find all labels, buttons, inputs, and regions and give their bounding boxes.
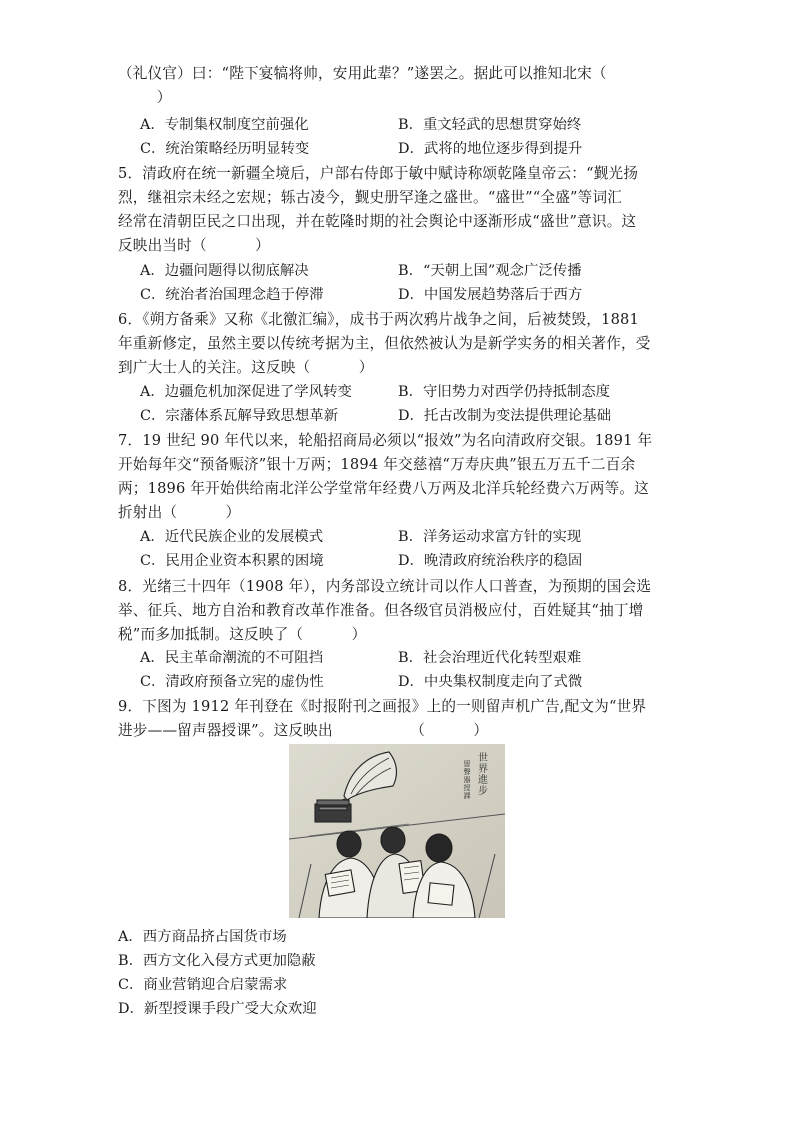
q6-stem-line-1: 6．《朔方备乘》又称《北徼汇编》，成书于两次鸦片战争之间，后被焚毁，1881: [118, 311, 640, 328]
q5-option-b[interactable]: B．“天朝上国”观念广泛传播: [398, 263, 582, 279]
q9-stem-line-2: 进步——留声器授课”。这反映出 （ ）: [118, 722, 489, 739]
q4-option-d[interactable]: D．武将的地位逐步得到提升: [398, 141, 583, 157]
q6-stem-line-2: 年重新修定，虽然主要以传统考据为主，但依然被认为是新学实务的相关著作，受: [118, 335, 651, 352]
q9-option-c[interactable]: C．商业营销迎合启蒙需求: [118, 977, 288, 993]
q4-stem-line-2: ）: [118, 89, 172, 106]
q5-stem-line-3: 经常在清朝臣民之口出现，并在乾隆时期的社会舆论中逐渐形成“盛世”意识。这: [118, 213, 637, 230]
q8-option-d[interactable]: D．中央集权制度走向了式微: [398, 674, 583, 690]
q4-option-c[interactable]: C．统治策略经历明显转变: [140, 141, 310, 157]
q5-stem-line-1: 5．清政府在统一新疆全境后，户部右侍郎于敏中赋诗称颂乾隆皇帝云：“觐光扬: [118, 165, 639, 182]
q7-stem-line-3: 两；1896 年开始供给南北洋公学堂常年经费八万两及北洋兵轮经费六万两等。这: [118, 480, 649, 497]
q7-stem-line-4: 折射出（ ）: [118, 504, 241, 521]
q7-stem-line-2: 开始每年交“预备赈济”银十万两；1894 年交慈禧“万寿庆典”银五万五千二百余: [118, 456, 636, 473]
q8-stem-line-2: 举、征兵、地方自治和教育改革作准备。但各级官员消极应付，百姓疑其“抽丁增: [118, 602, 644, 619]
q8-option-a[interactable]: A．民主革命潮流的不可阻挡: [140, 650, 324, 666]
gramophone-illustration: [289, 744, 505, 918]
q7-option-a[interactable]: A．近代民族企业的发展模式: [140, 529, 324, 545]
q6-option-c[interactable]: C．宗藩体系瓦解导致思想革新: [140, 408, 339, 424]
q9-option-b[interactable]: B．西方文化入侵方式更加隐蔽: [118, 953, 316, 969]
q5-stem-line-2: 烈，继祖宗未经之宏规；轹古凌今，觐史册罕逢之盛世。“盛世”“全盛”等词汇: [118, 189, 623, 206]
q5-option-c[interactable]: C．统治者治国理念趋于停滞: [140, 287, 324, 303]
q5-option-d[interactable]: D．中国发展趋势落后于西方: [398, 287, 583, 303]
caption-sub-text: 留聲器授課: [463, 760, 471, 800]
q8-option-b[interactable]: B．社会治理近代化转型艰难: [398, 650, 582, 666]
q9-stem-line-1: 9．下图为 1912 年刊登在《时报附刊之画报》上的一则留声机广告,配文为“世界: [118, 698, 647, 715]
gramophone-advertisement-image: [289, 744, 505, 918]
q4-option-a[interactable]: A．专制集权制度空前强化: [140, 117, 309, 133]
q7-option-b[interactable]: B．洋务运动求富方针的实现: [398, 529, 582, 545]
q6-option-a[interactable]: A．边疆危机加深促进了学风转变: [140, 384, 352, 400]
q8-stem-line-3: 税”而多加抵制。这反映了（ ）: [118, 626, 367, 643]
q6-stem-line-3: 到广大士人的关注。这反映（ ）: [118, 359, 374, 376]
caption-main-text: 世界進步: [475, 752, 487, 796]
q6-option-b[interactable]: B．守旧势力对西学仍持抵制态度: [398, 384, 611, 400]
q8-stem-line-1: 8．光绪三十四年（1908 年），内务部设立统计司以作人口普查，为预期的国会选: [118, 578, 652, 595]
q6-option-d[interactable]: D．托古改制为变法提供理论基础: [398, 408, 612, 424]
gramophone-box: [315, 800, 351, 822]
q5-option-a[interactable]: A．边疆问题得以彻底解决: [140, 263, 309, 279]
q4-option-b[interactable]: B．重文轻武的思想贯穿始终: [398, 117, 582, 133]
q8-option-c[interactable]: C．清政府预备立宪的虚伪性: [140, 674, 324, 690]
q5-stem-line-4: 反映出当时（ ）: [118, 237, 270, 254]
q7-option-c[interactable]: C．民用企业资本积累的困境: [140, 553, 324, 569]
q9-option-a[interactable]: A．西方商品挤占国货市场: [118, 929, 287, 945]
q9-option-d[interactable]: D．新型授课手段广受大众欢迎: [118, 1001, 317, 1017]
q7-stem-line-1: 7．19 世纪 90 年代以来，轮船招商局必须以“报效”为名向清政府交银。1891 年: [118, 432, 653, 449]
q4-stem-line-1: （礼仪官）曰：“陛下宴犒将帅，安用此辈？”遂罢之。据此可以推知北宋（: [118, 65, 607, 82]
q7-option-d[interactable]: D．晚清政府统治秩序的稳固: [398, 553, 583, 569]
